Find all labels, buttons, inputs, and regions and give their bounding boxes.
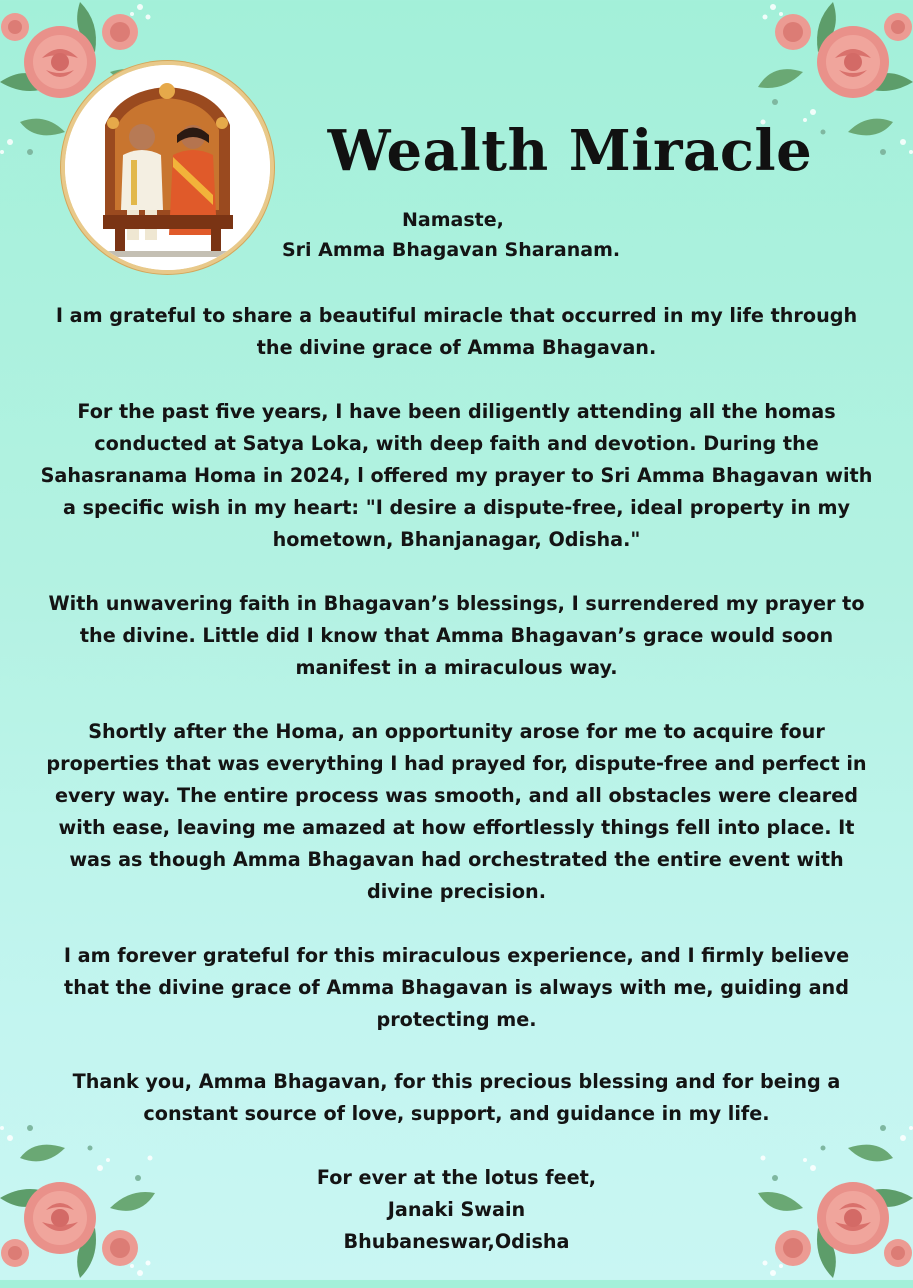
testimony-paragraph: For the past five years, I have been diligently attending all the homas conducted at Satya Loka, with deep faith and devotion. During the Sahasranama Homa in 2024, l offered my prayer to Sri Amma Bhagavan with a specific wish in my heart: "I desire a dispute-free, ideal property in my hometown, Bhanjanagar, Odisha.": [40, 400, 873, 551]
testimony-paragraph: Shortly after the Homa, an opportunity arose for me to acquire four properties that was everything I had prayed for, dispute-free and perfect in every way. The entire process was smooth, and all obstacles were cleared with ease, leaving me amazed at how effortlessly things fell into place. It was as though Amma Bhagavan had orchestrated the entire event with divine precision.: [46, 720, 867, 903]
signature-block: [40, 1162, 873, 1258]
closing-line: For ever at the lotus feet,: [316, 1166, 597, 1189]
testimony-paragraph: I am grateful to share a beautiful miracle that occurred in my life through the divine grace of Amma Bhagavan.: [55, 304, 858, 359]
testimony-body: [40, 300, 873, 1258]
author-place: Bhubaneswar,Odisha: [343, 1230, 570, 1253]
greeting-block: [230, 205, 680, 265]
testimony-paragraph: With unwavering faith in Bhagavan’s blessings, I surrendered my prayer to the divine. Little did I know that Amma Bhagavan’s grace would soon manifest in a miraculous way.: [48, 592, 865, 679]
greeting-namaste: Namaste,: [402, 209, 504, 231]
greeting-sharanam: Sri Amma Bhagavan Sharanam.: [282, 239, 621, 261]
testimony-paragraph: I am forever grateful for this miraculous experience, and I firmly believe that the divine grace of Amma Bhagavan is always with me, guiding and protecting me.: [63, 944, 850, 1031]
page-title: Wealth Miracle: [327, 118, 813, 184]
testimony-paragraph: Thank you, Amma Bhagavan, for this precious blessing and for being a constant source of love, support, and guidance in my life.: [72, 1070, 841, 1125]
author-name: Janaki Swain: [387, 1198, 526, 1221]
